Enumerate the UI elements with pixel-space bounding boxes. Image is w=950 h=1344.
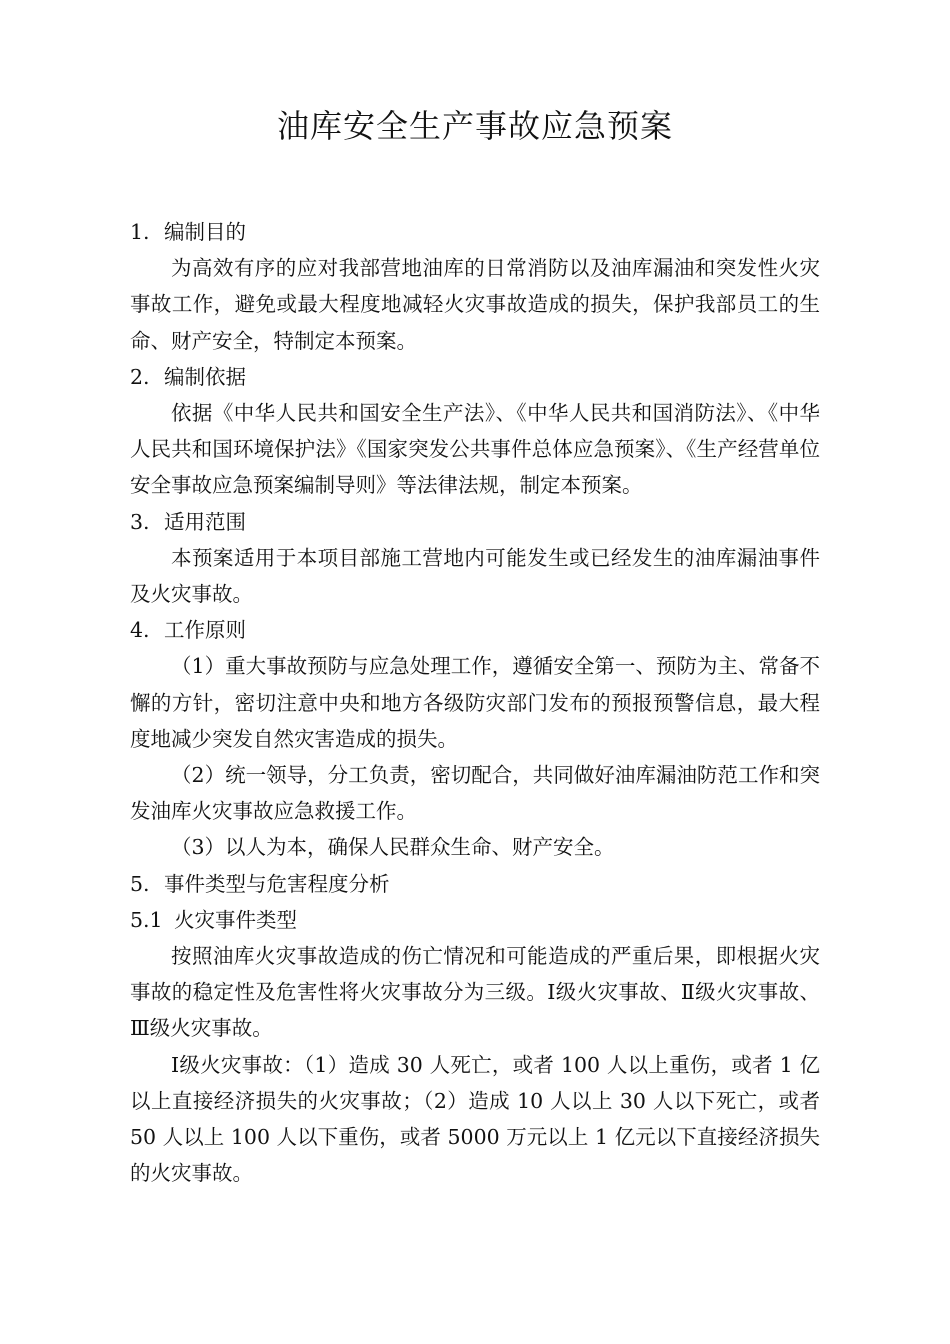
section-heading-scope: [130, 504, 820, 540]
section-number: 3.: [130, 509, 150, 534]
subsection-heading-fire-types: [130, 902, 820, 938]
section-number: 5.: [130, 871, 150, 896]
section-heading-purpose: [130, 214, 820, 250]
paragraph-fire-classification: 按照油库火灾事故造成的伤亡情况和可能造成的严重后果，即根据火灾事故的稳定性及危害性将火灾事故分为三级。Ⅰ级火灾事故、Ⅱ级火灾事故、Ⅲ级火灾事故。: [130, 944, 820, 1041]
paragraph-principle-2: （2）统一领导，分工负责，密切配合，共同做好油库漏油防范工作和突发油库火灾事故应急救援工作。: [130, 763, 820, 824]
section-heading-principles: [130, 612, 820, 648]
section-number: 2.: [130, 364, 150, 389]
paragraph-level-1-fire: Ⅰ级火灾事故：（1）造成 30 人死亡，或者 100 人以上重伤，或者 1 亿以上直接经济损失的火灾事故；（2）造成 10 人以上 30 人以下死亡，或者 50 人以上 100 人以下重伤，或者 5000 万元以上 1 亿元以下直接经济损失的火灾事故。: [130, 1052, 820, 1186]
section-heading-basis: [130, 359, 820, 395]
paragraph-principle-1: （1）重大事故预防与应急处理工作，遵循安全第一、预防为主、常备不懈的方针，密切注意中央和地方各级防灾部门发布的预报预警信息，最大程度地减少突发自然灾害造成的损失。: [130, 654, 820, 751]
section-label: 适用范围: [164, 509, 246, 534]
section-label: 编制依据: [164, 364, 246, 389]
section-label: 编制目的: [164, 220, 246, 244]
section-label: 火灾事件类型: [174, 907, 297, 932]
section-number: 5.1: [130, 907, 163, 932]
section-heading-event-analysis: [130, 866, 820, 902]
section-label: 工作原则: [164, 618, 246, 643]
section-label: 事件类型与危害程度分析: [164, 871, 390, 896]
document-body: [130, 214, 820, 1191]
document-title: 油库安全生产事故应急预案: [276, 107, 673, 145]
paragraph-purpose: 为高效有序的应对我部营地油库的日常消防以及油库漏油和突发性火灾事故工作，避免或最大程度地减轻火灾事故造成的损失，保护我部员工的生命、财产安全，特制定本预案。: [130, 256, 820, 353]
section-number: 1.: [130, 220, 150, 244]
paragraph-basis: 依据《中华人民共和国安全生产法》、《中华人民共和国消防法》、《中华人民共和国环境保护法》《国家突发公共事件总体应急预案》、《生产经营单位安全事故应急预案编制导则》等法律法规，制定本预案。: [130, 401, 820, 498]
paragraph-principle-3: （3）以人为本，确保人民群众生命、财产安全。: [171, 835, 615, 860]
section-number: 4.: [130, 618, 150, 643]
paragraph-scope: 本预案适用于本项目部施工营地内可能发生或已经发生的油库漏油事件及火灾事故。: [130, 545, 820, 607]
